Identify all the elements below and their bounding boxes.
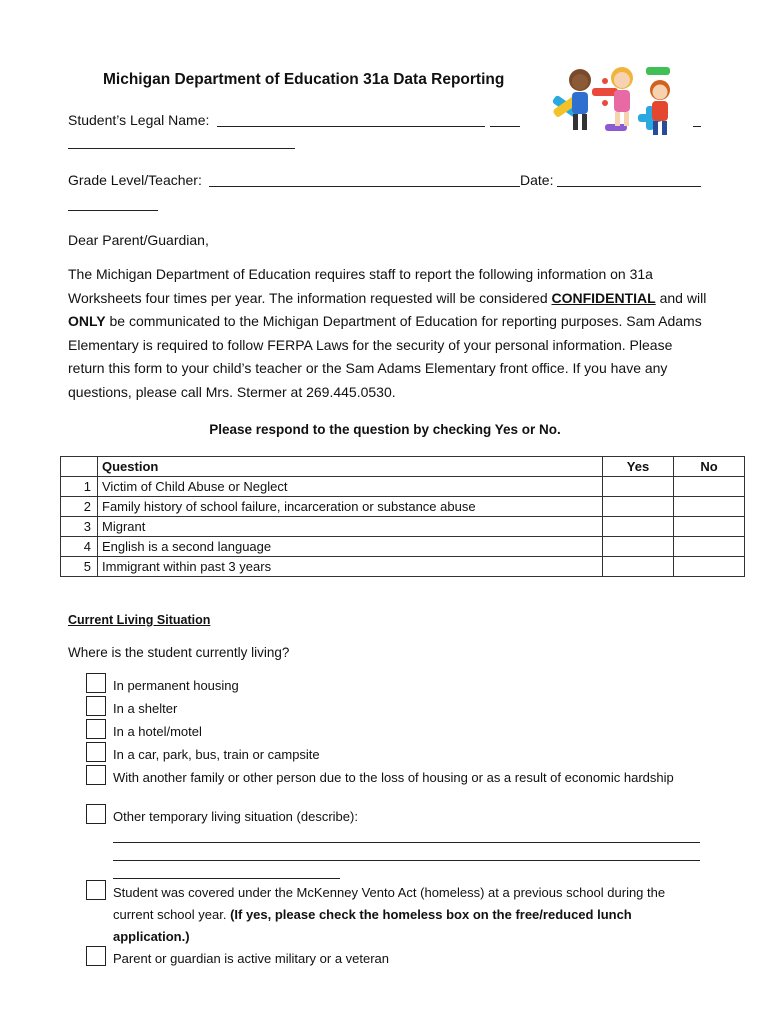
date-label: Date: (520, 172, 554, 188)
student-name-field[interactable] (217, 126, 485, 127)
row-question: Victim of Child Abuse or Neglect (98, 477, 603, 497)
row-number: 5 (61, 557, 98, 577)
row-question: Immigrant within past 3 years (98, 557, 603, 577)
letter-p2: be communicated to the Michigan Department of Education for reporting purposes. Sam Adams Elementary is required to follow FERPA Laws for the security of your personal information. Please return this form to your child’s teacher or the Sam Adams Elementary front office. If you have any questions, please call Mrs. Stermer at 269.445.0530. (68, 313, 702, 400)
only-word: ONLY (68, 313, 106, 330)
no-cell[interactable] (674, 557, 745, 577)
form-title: Michigan Department of Education 31a Data Reporting (103, 71, 505, 88)
yes-cell[interactable] (603, 557, 674, 577)
kid-left-icon (569, 69, 591, 130)
option-label: In permanent housing (113, 678, 239, 693)
row-question: Migrant (98, 517, 603, 537)
date-field[interactable] (557, 186, 647, 187)
table-row (61, 477, 745, 497)
kids-math-clipart (550, 64, 700, 144)
num-header (61, 457, 98, 477)
checkbox-hotel-motel[interactable] (86, 719, 106, 739)
option-label: In a hotel/motel (113, 724, 202, 739)
yes-cell[interactable] (603, 537, 674, 557)
student-name-field-line2[interactable] (68, 148, 295, 149)
student-name-label: Student’s Legal Name: (68, 112, 210, 128)
question-table (60, 456, 745, 577)
grade-teacher-field[interactable] (209, 186, 486, 187)
yes-cell[interactable] (603, 517, 674, 537)
checkbox-other-temporary[interactable] (86, 804, 106, 824)
living-situation-heading: Current Living Situation (68, 613, 211, 627)
describe-line-2[interactable] (113, 860, 700, 861)
living-question: Where is the student currently living? (68, 645, 290, 660)
checkbox-military[interactable] (86, 946, 106, 966)
row-number: 3 (61, 517, 98, 537)
no-cell[interactable] (674, 497, 745, 517)
instruction: Please respond to the question by checking Yes or No. (209, 422, 561, 437)
checkbox-shelter[interactable] (86, 696, 106, 716)
date-field-line2[interactable] (68, 210, 158, 211)
describe-line-3[interactable] (113, 878, 340, 879)
option-label: In a car, park, bus, train or campsite (113, 747, 320, 762)
mckinney-label (113, 882, 703, 948)
confidential-word: CONFIDENTIAL (551, 289, 656, 306)
mckinney-text: Student was covered under the McKenney Vento Act (homeless) at a previous school during the current school year. (113, 885, 666, 922)
letter-and-will: and will (655, 289, 707, 306)
no-cell[interactable] (674, 537, 745, 557)
date-field-ext[interactable] (647, 186, 701, 187)
row-number: 2 (61, 497, 98, 517)
letter-body (68, 263, 708, 405)
table-row (61, 517, 745, 537)
checkbox-car-park[interactable] (86, 742, 106, 762)
checkbox-another-family[interactable] (86, 765, 106, 785)
row-question: Family history of school failure, incarceration or substance abuse (98, 497, 603, 517)
student-name-field-ext[interactable] (490, 126, 520, 127)
option-label: With another family or other person due to the loss of housing or as a result of economic hardship (113, 770, 674, 785)
yes-cell[interactable] (603, 497, 674, 517)
table-row (61, 497, 745, 517)
checkbox-permanent-housing[interactable] (86, 673, 106, 693)
row-number: 4 (61, 537, 98, 557)
yes-cell[interactable] (603, 477, 674, 497)
mckinney-note: (If yes, please check the homeless box on the free/reduced lunch application.) (113, 907, 632, 944)
table-row (61, 557, 745, 577)
table-header-row (61, 457, 745, 477)
no-header: No (674, 457, 745, 477)
row-question: English is a second language (98, 537, 603, 557)
greeting: Dear Parent/Guardian, (68, 232, 209, 248)
table-row (61, 537, 745, 557)
kid-right-icon (650, 80, 670, 135)
option-label: In a shelter (113, 701, 178, 716)
kid-middle-icon (611, 67, 633, 126)
no-cell[interactable] (674, 477, 745, 497)
yes-header: Yes (603, 457, 674, 477)
option-label: Other temporary living situation (describe): (113, 809, 358, 824)
no-cell[interactable] (674, 517, 745, 537)
letter-p1: The Michigan Department of Education requires staff to report the following information on 31a Worksheets four times per year. The information requested will be considered (68, 266, 653, 306)
checkbox-mckinney-vento[interactable] (86, 880, 106, 900)
grade-teacher-label: Grade Level/Teacher: (68, 172, 202, 188)
student-name-field-ext2[interactable] (693, 126, 701, 127)
math-symbols-icon (552, 67, 670, 131)
question-header: Question (98, 457, 603, 477)
option-label: Parent or guardian is active military or a veteran (113, 951, 390, 966)
grade-teacher-field-ext[interactable] (486, 186, 520, 187)
describe-line-1[interactable] (113, 842, 700, 843)
row-number: 1 (61, 477, 98, 497)
